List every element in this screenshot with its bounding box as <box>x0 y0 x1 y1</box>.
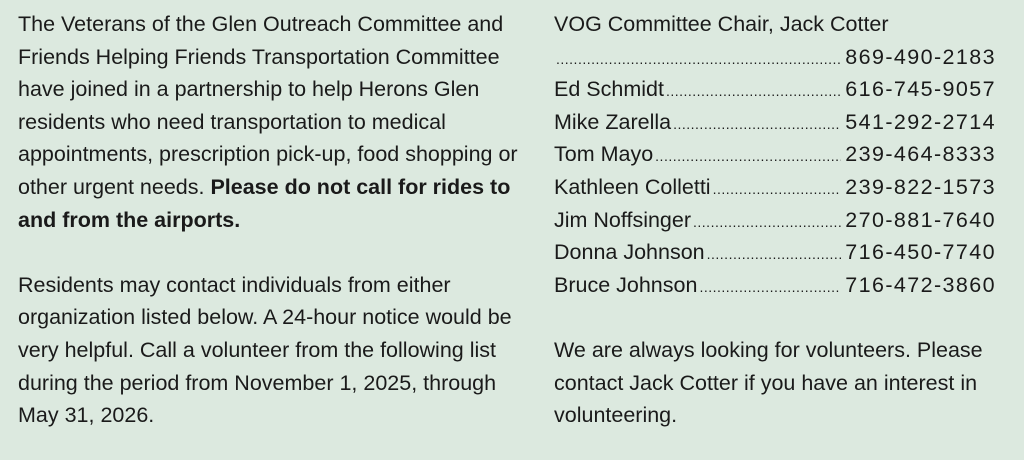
contact-instructions-paragraph: Residents may contact individuals from either organization listed below. A 24-hour notice would be very helpful. Call a volunteer from the following list during the period from November 1, 2025, through May 31, 2026. <box>18 272 512 428</box>
contact-name: Mike Zarella <box>554 109 672 134</box>
contact-phone: 239-822-1573 <box>845 174 996 199</box>
chair-title: VOG Committee Chair, Jack Cotter <box>554 12 889 36</box>
dot-leader <box>673 108 841 141</box>
contact-name: Ed Schmidt <box>554 77 664 102</box>
contact-row <box>554 41 996 74</box>
intro-text: The Veterans of the Glen Outreach Committee and Friends Helping Friends Transportation Committee have joined in a partnership to help Herons Glen residents who need transportation to medical appointments, prescription pick-up, food shopping or other urgent needs. <box>18 12 518 199</box>
airport-warning: Please do not call for rides to and from the airports. <box>18 174 511 232</box>
volunteer-appeal: We are always looking for volunteers. Please contact Jack Cotter if you have an interest in volunteering. <box>554 337 983 428</box>
contact-name: Donna Johnson <box>554 240 705 265</box>
contact-phone: 616-745-9057 <box>845 77 996 102</box>
left-column <box>18 8 523 432</box>
dot-leader <box>693 206 841 239</box>
intro-paragraph <box>18 8 523 236</box>
contact-row <box>554 106 996 139</box>
contact-name: Bruce Johnson <box>554 272 698 297</box>
contact-row <box>554 236 996 269</box>
contact-phone: 716-472-3860 <box>845 272 996 297</box>
dot-leader <box>556 43 841 76</box>
contact-phone: 869-490-2183 <box>845 44 996 69</box>
contact-name: Kathleen Colletti <box>554 174 711 199</box>
contact-phone: 239-464-8333 <box>845 142 996 167</box>
contact-phone: 716-450-7740 <box>845 240 996 265</box>
dot-leader <box>699 271 841 304</box>
contact-name: Tom Mayo <box>554 142 654 167</box>
dot-leader <box>707 238 842 271</box>
contact-row <box>554 204 996 237</box>
contact-row <box>554 269 996 302</box>
contact-row <box>554 73 996 106</box>
contact-row <box>554 171 996 204</box>
dot-leader <box>713 173 842 206</box>
contact-phone: 541-292-2714 <box>845 109 996 134</box>
dot-leader <box>655 140 841 173</box>
dot-leader <box>666 75 841 108</box>
right-column <box>554 8 996 432</box>
contact-phone: 270-881-7640 <box>845 207 996 232</box>
contact-name: Jim Noffsinger <box>554 207 692 232</box>
contact-row <box>554 138 996 171</box>
